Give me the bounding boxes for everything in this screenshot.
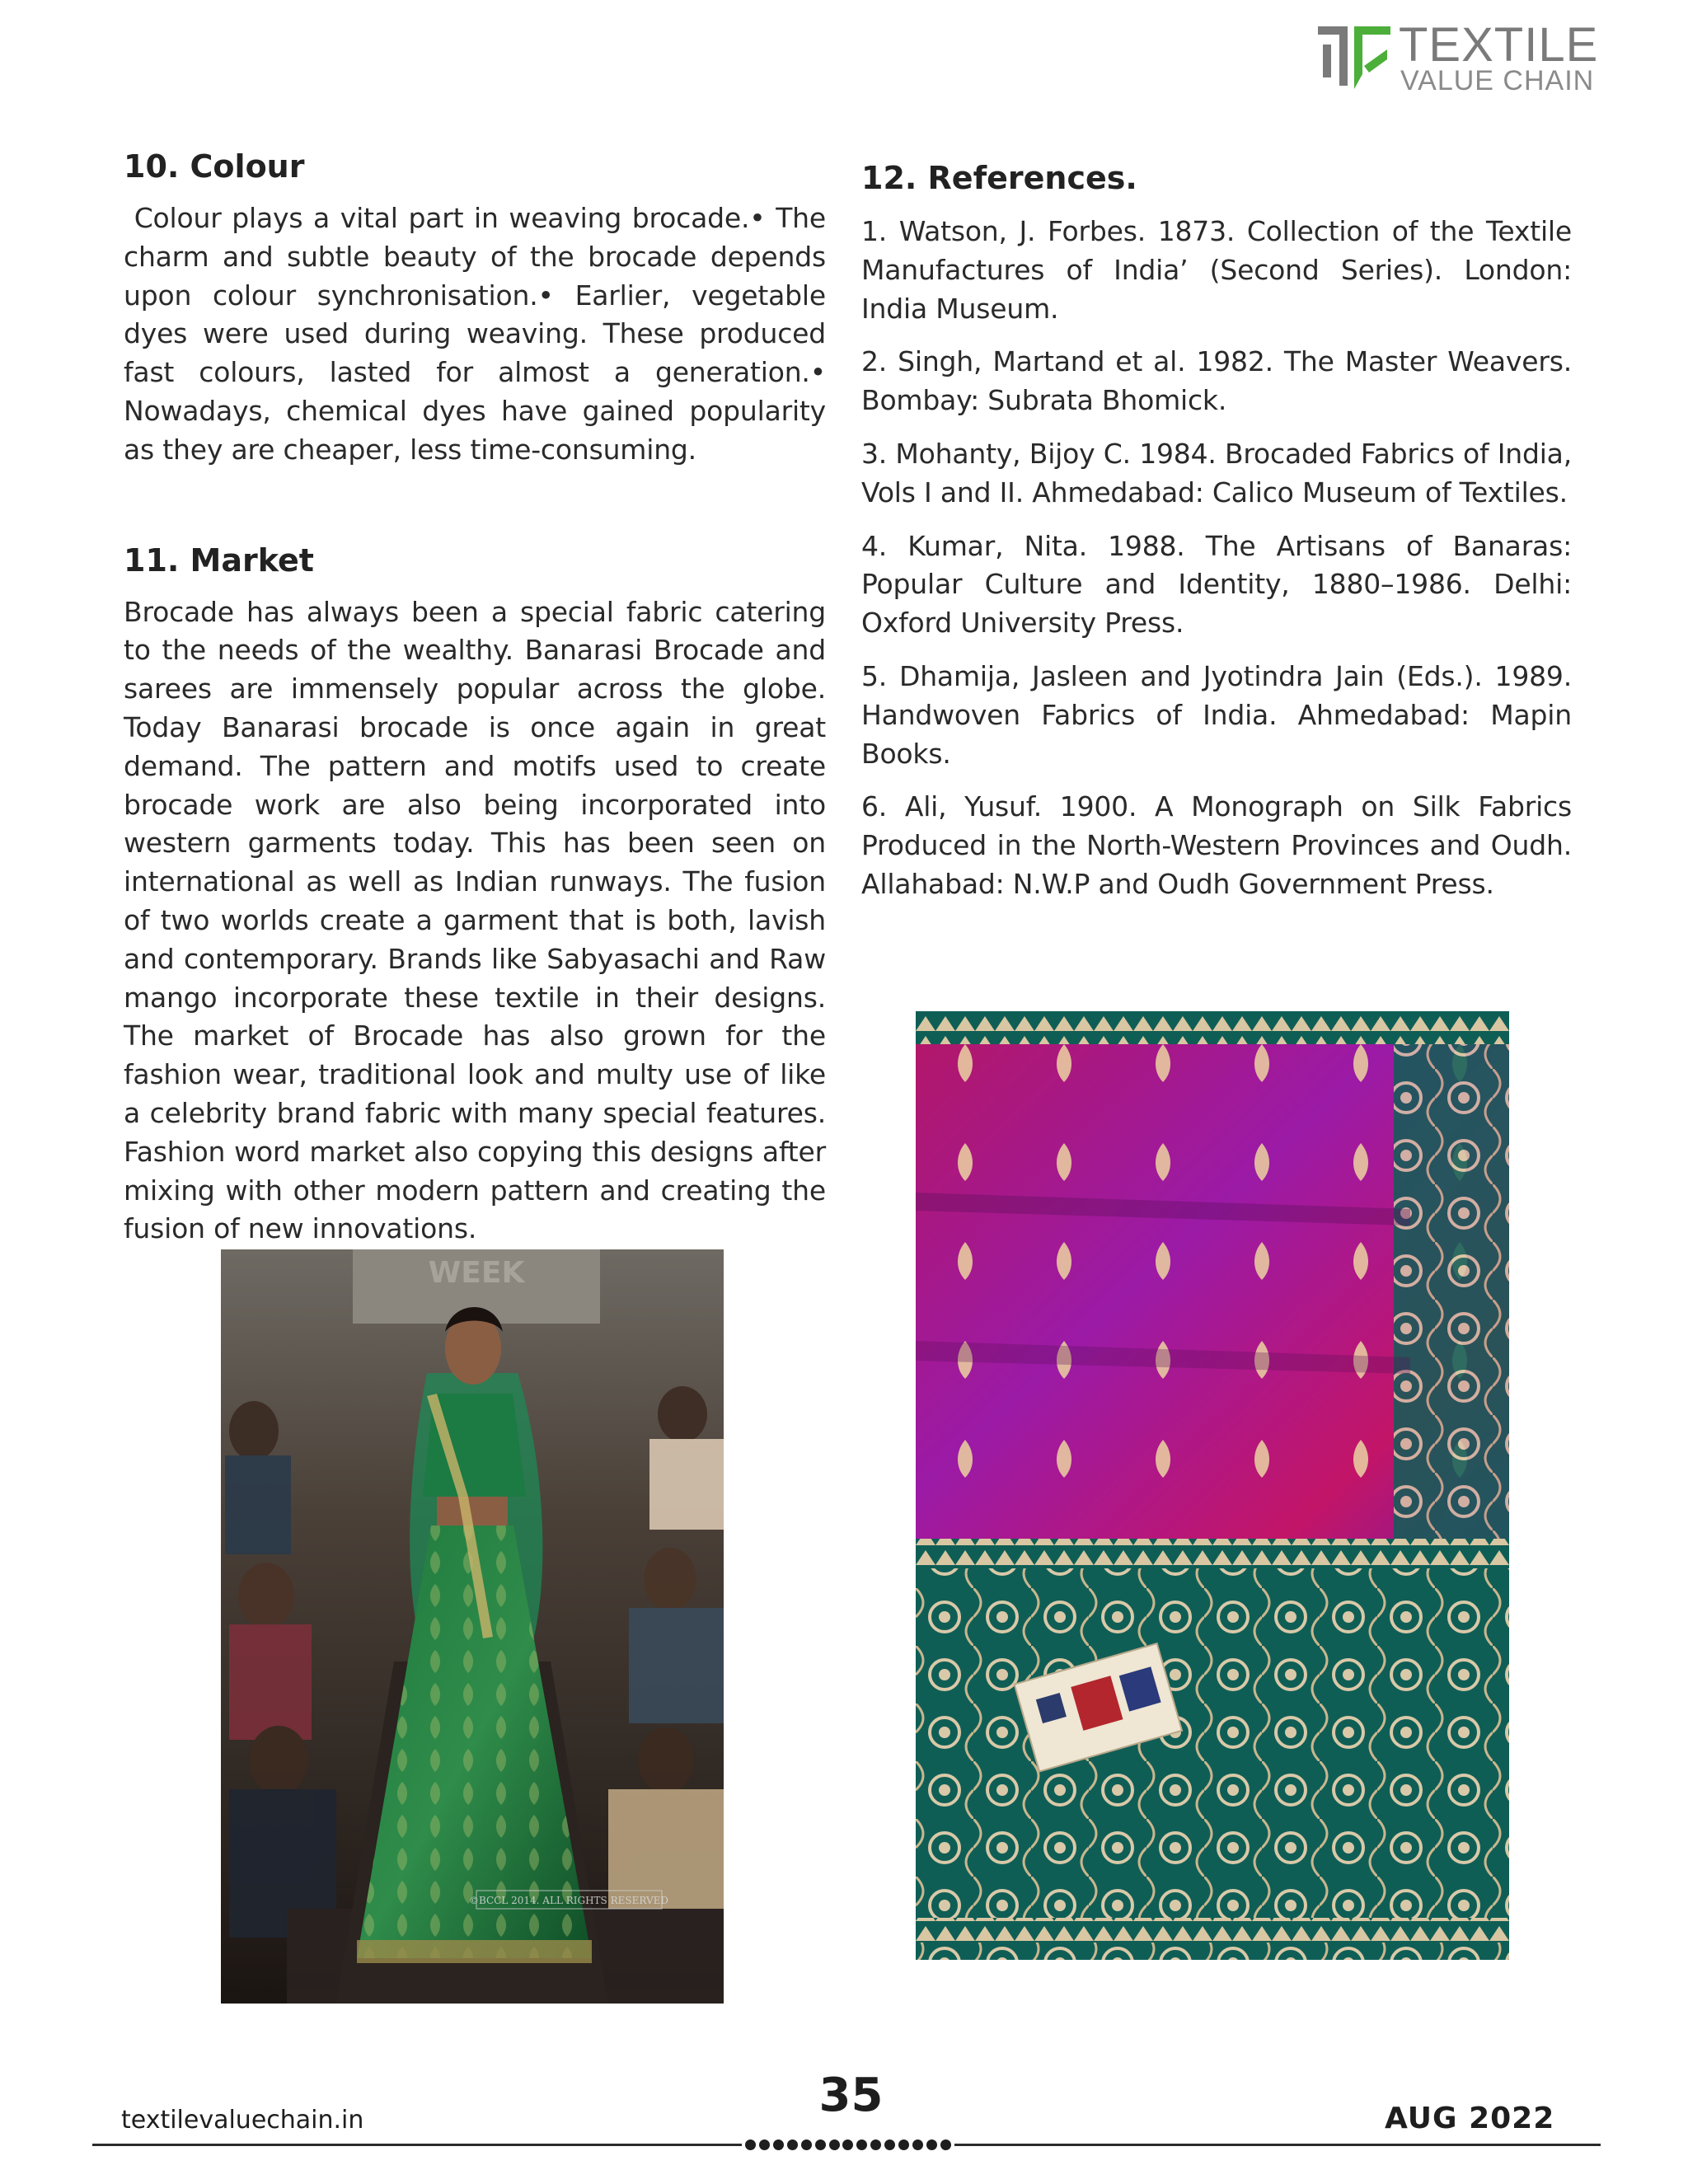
left-column — [124, 147, 835, 1249]
references-list — [861, 213, 1572, 904]
logo-subtitle: VALUE CHAIN — [1400, 65, 1595, 96]
reference-item: 3. Mohanty, Bijoy C. 1984. Brocaded Fabrics of India, Vols I and II. Ahmedabad: Calico Museum of Textiles. — [861, 437, 1572, 509]
market-heading: 11. Market — [124, 541, 314, 579]
reference-item: 6. Ali, Yusuf. 1900. A Monograph on Silk Fabrics Produced in the North-Western Provinces and Oudh. Allahabad: N.W.P and Oudh Government Press. — [861, 790, 1572, 900]
colour-body: Colour plays a vital part in weaving brocade.• The charm and subtle beauty of the brocade depends upon colour synchronisation.• Earlier, vegetable dyes were used during weaving. These produced fast colours, lasted for almost a generation.• Nowadays, chemical dyes have gained popularity as they are cheaper, less time-consuming. — [124, 202, 835, 466]
page-number: 35 — [818, 2069, 884, 2122]
reference-item: 2. Singh, Martand et al. 1982. The Master Weavers. Bombay: Subrata Bhomick. — [861, 345, 1572, 417]
reference-item: 1. Watson, J. Forbes. 1873. Collection of the Textile Manufactures of India’ (Second Series). London: India Museum. — [861, 215, 1572, 325]
right-column — [861, 158, 1572, 919]
market-body: Brocade has always been a special fabric catering to the needs of the wealthy. Banarasi Brocade and sarees are immensely popular across the globe. Today Banarasi brocade is once again in great demand. The pattern and motifs used to create brocade work are also being incorporated into western garments today. This has been seen on international as well as Indian runways. The fusion of two worlds create a garment that is both, lavish and contemporary. Brands like Sabyasachi and Raw mango incorporate these textile in their designs. The market of Brocade has also grown for the fashion wear, traditional look and multy use of like a celebrity brand fabric with many special features. Fashion word market also copying this designs after mixing with other modern pattern and creating the fusion of new innovations. — [124, 595, 826, 1245]
photo-watermark: ©BCCL 2014. ALL RIGHTS RESERVED — [468, 1895, 669, 1906]
reference-item: 4. Kumar, Nita. 1988. The Artisans of Banaras: Popular Culture and Identity, 1880–1986. Delhi: Oxford University Press. — [861, 529, 1572, 640]
runway-lehenga-photo — [221, 1249, 724, 2004]
reference-item: 5. Dhamija, Jasleen and Jyotindra Jain (Eds.). 1989. Handwoven Fabrics of India. Ahmedabad: Mapin Books. — [861, 659, 1572, 770]
tvc-logo-icon — [1315, 20, 1394, 92]
footer-dot-ornament — [742, 2133, 954, 2156]
banarasi-saree-photo — [916, 1011, 1509, 1960]
colour-heading: 10. Colour — [124, 148, 305, 185]
textile-value-chain-logo — [1315, 20, 1628, 96]
logo-title: TEXTILE — [1399, 18, 1599, 72]
footer-website: textilevaluechain.in — [121, 2106, 364, 2135]
svg-text:WEEK: WEEK — [428, 1256, 525, 1290]
footer-issue-date: AUG 2022 — [1385, 2102, 1555, 2135]
references-heading: 12. References. — [861, 160, 1137, 196]
